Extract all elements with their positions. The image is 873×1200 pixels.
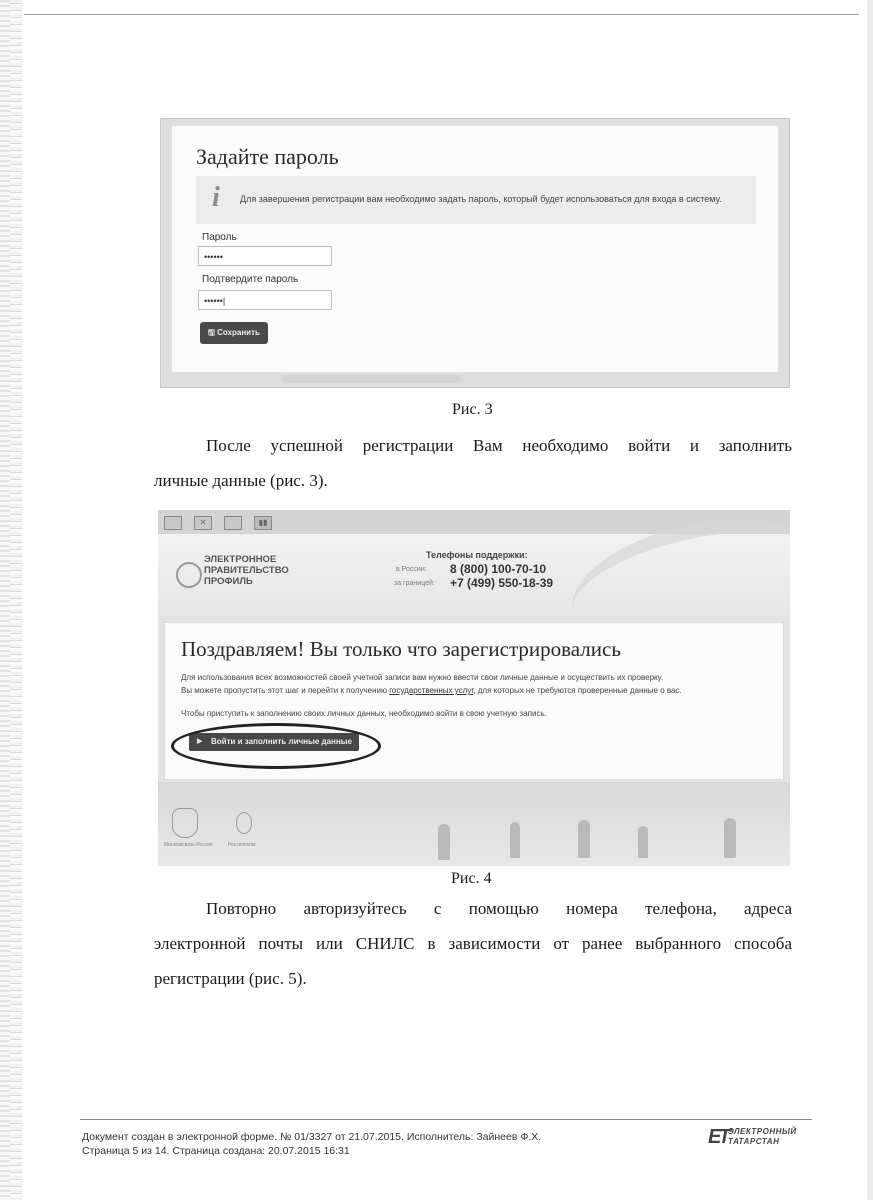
password-form-panel	[171, 125, 779, 373]
hand-drawn-oval-highlight	[171, 723, 381, 769]
scan-edge-left	[0, 0, 22, 1200]
save-button-label: Сохранить	[217, 328, 260, 337]
tatarstan-logo-icon: ЕТ	[708, 1126, 728, 1148]
paragraph-2-line-2: электронной почты или СНИЛС в зависимости от ранее выбранного способа	[154, 934, 792, 953]
confirm-password-label: Подтвердите пароль	[202, 274, 299, 285]
background-figure	[578, 820, 590, 858]
background-figure	[438, 824, 450, 860]
logo-text-top: ЭЛЕКТРОННЫЙ	[728, 1127, 797, 1136]
rostelecom-caption: Ростелеком	[228, 842, 256, 848]
electronic-tatarstan-logo	[708, 1126, 812, 1150]
registration-success-panel	[164, 622, 784, 780]
phone-abroad: +7 (499) 550-18-39	[450, 576, 554, 590]
paragraph-1-line-1: После успешной регистрации Вам необходимо войти и заполнить	[206, 436, 792, 455]
save-button[interactable]	[200, 322, 268, 344]
confirm-password-field[interactable]: ••••••|	[198, 290, 332, 310]
flag-uk-icon[interactable]: ✕	[194, 516, 212, 530]
phone-russia-label: в России:	[396, 566, 427, 573]
success-text-line-3: Чтобы приступить к заполнению своих личных данных, необходимо войти в свою учетную запись.	[181, 709, 547, 718]
figure-4-screenshot	[158, 510, 790, 866]
password-label: Пароль	[202, 232, 237, 243]
site-logo-text[interactable]: ЭЛЕКТРОННОЕ ПРАВИТЕЛЬСТВО ПРОФИЛЬ	[204, 554, 289, 587]
background-figure	[510, 822, 520, 858]
scan-smudge	[281, 375, 461, 383]
figure-3-caption: Рис. 3	[452, 401, 493, 418]
flag-tatarstan-icon[interactable]	[224, 516, 242, 530]
paragraph-2-line-1: Повторно авторизуйтесь с помощью номера телефона, адреса	[206, 899, 792, 918]
paragraph-1-line-2: личные данные (рис. 3).	[154, 471, 328, 490]
figure-3-screenshot	[160, 118, 790, 388]
support-phones-header: Телефоны поддержки:	[426, 550, 528, 560]
paragraph-2-line-3: регистрации (рис. 5).	[154, 969, 307, 988]
password-field[interactable]: ••••••	[198, 246, 332, 266]
phone-abroad-label: за границей:	[394, 580, 435, 587]
logo-text-bottom: ТАТАРСТАН	[728, 1137, 780, 1146]
footer-document-info: Документ создан в электронной форме. № 01/3327 от 21.07.2015. Исполнитель: Зайнеев Ф.Х.	[82, 1131, 542, 1143]
info-box	[196, 176, 756, 224]
minkomsvyaz-caption: Минкомсвязь России	[164, 842, 213, 848]
figure-4-caption: Рис. 4	[451, 870, 492, 887]
phone-russia: 8 (800) 100-70-10	[450, 562, 547, 576]
success-text-line-2: Вы можете пропустить этот шаг и перейти к получению государственных услуг, для которых не требуются проверенные данные о вас.	[181, 686, 682, 695]
save-icon: 🖫	[208, 328, 218, 337]
login-and-fill-data-button[interactable]: ▶ Войти и заполнить личные данные	[189, 733, 359, 751]
background-figure	[638, 826, 648, 858]
background-figure	[724, 818, 736, 858]
success-text-line-1: Для использования всех возможностей своей учетной записи вам нужно ввести свои личные данные и осуществить их проверку.	[181, 673, 664, 682]
success-heading: Поздравляем! Вы только что зарегистрировались	[181, 637, 621, 661]
paragraph-2	[154, 891, 792, 996]
scan-edge-right	[867, 0, 873, 1200]
password-form-title: Задайте пароль	[196, 144, 339, 169]
top-rule	[24, 14, 859, 15]
russia-emblem-icon	[172, 808, 198, 838]
flag-other-icon[interactable]: ▮▮	[254, 516, 272, 530]
footer-rule	[80, 1119, 812, 1120]
flag-ru-icon[interactable]	[164, 516, 182, 530]
gosuslugi-logo-icon	[176, 562, 202, 588]
site-header	[158, 534, 790, 616]
site-footer	[158, 782, 790, 866]
footer-page-info: Страница 5 из 14. Страница создана: 20.07.2015 16:31	[82, 1145, 350, 1157]
paragraph-1	[154, 428, 792, 498]
gov-services-link[interactable]: государственных услуг	[389, 686, 474, 695]
info-icon: i	[212, 182, 220, 213]
rostelecom-logo-icon	[236, 812, 252, 834]
info-text: Для завершения регистрации вам необходимо задать пароль, который будет использоваться для входа в систему.	[240, 194, 722, 204]
